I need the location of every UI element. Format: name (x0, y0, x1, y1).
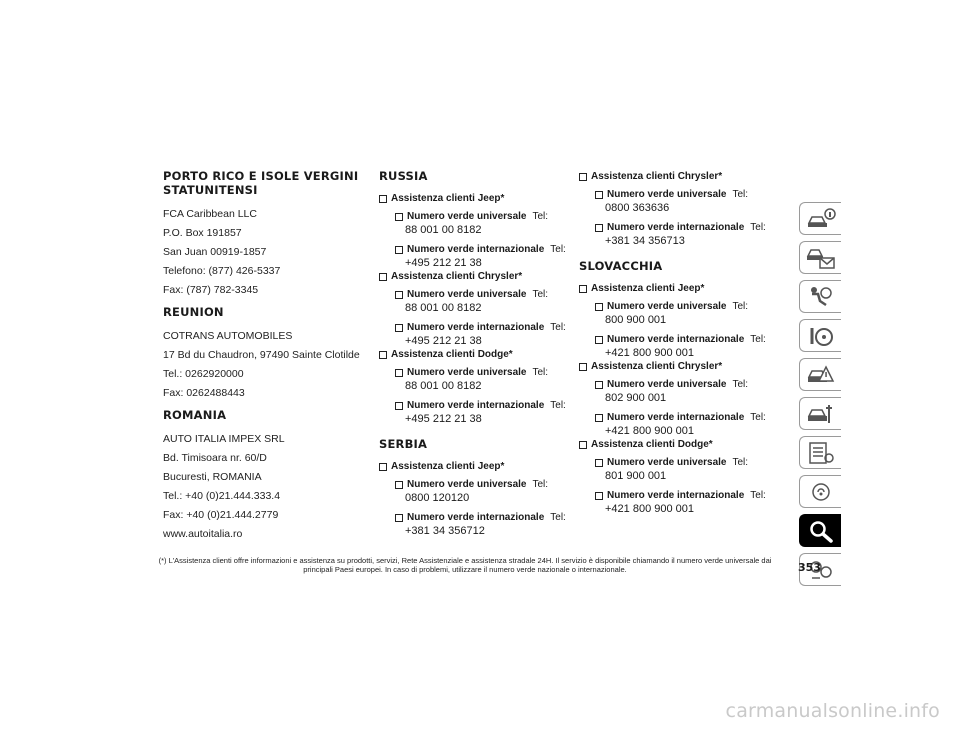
contact-item: Numero verde internazionale Tel: +495 212 21 38 (395, 399, 574, 426)
group-title: Assistenza clienti Chrysler* (579, 170, 779, 183)
checkbox-icon (595, 224, 603, 232)
media-connect-icon (806, 480, 836, 504)
checkbox-icon (379, 351, 387, 359)
phone-number: +421 800 900 001 (605, 425, 695, 437)
section-serbia-continued (579, 170, 779, 248)
phone-number: 88 001 00 8182 (405, 224, 482, 236)
phone-number: +381 34 356713 (605, 235, 685, 247)
contact-item: Numero verde universale Tel: 802 900 001 (595, 378, 779, 405)
watermark: carmanualsonline.info (725, 700, 940, 722)
phone-line: Telefono: (877) 426-5337 (163, 265, 281, 277)
column-middle (379, 170, 574, 538)
phone-number: +495 212 21 38 (405, 413, 482, 425)
tab-car-info[interactable] (799, 202, 841, 235)
phone-line: Tel.: 0262920000 (163, 368, 244, 380)
tab-car-crash[interactable] (799, 358, 841, 391)
footnote: (*) L'Assistenza clienti offre informazioni e assistenza su prodotti, servizi, Rete Assistenziale e assistenza stradale 24H. Il servizio è disponibile chiamando il numero verde universale dai principali Paesi europei. In caso di problemi, utilizzare il numero verde nazionale o internazionale. (158, 556, 772, 574)
fax-line: Fax: 0262488443 (163, 387, 245, 399)
contact-item: Numero verde universale Tel: 88 001 00 8182 (395, 366, 574, 393)
checkbox-icon (579, 363, 587, 371)
section-russia (379, 170, 574, 426)
section-title-line2: STATUNITENSI (163, 183, 258, 197)
contact-item: Numero verde internazionale Tel: +421 800 900 001 (595, 333, 779, 360)
checkbox-icon (395, 514, 403, 522)
checkbox-icon (395, 402, 403, 410)
checkbox-icon (395, 246, 403, 254)
contact-item: Numero verde internazionale Tel: +495 212 21 38 (395, 321, 574, 348)
address-line: Bucuresti, ROMANIA (163, 471, 262, 483)
group-title: Assistenza clienti Jeep* (379, 460, 574, 473)
address-line: COTRANS AUTOMOBILES (163, 330, 293, 342)
checkbox-icon (395, 324, 403, 332)
phone-number: +495 212 21 38 (405, 335, 482, 347)
section-title: ROMANIA (163, 408, 227, 422)
group-title: Assistenza clienti Dodge* (579, 438, 779, 451)
address-line: FCA Caribbean LLC (163, 208, 257, 220)
phone-number: +495 212 21 38 (405, 257, 482, 269)
address-block (163, 327, 363, 403)
section-romania (163, 409, 363, 544)
checkbox-icon (595, 303, 603, 311)
checkbox-icon (579, 285, 587, 293)
contact-item: Numero verde internazionale Tel: +421 800 900 001 (595, 411, 779, 438)
search-icon (806, 519, 836, 543)
checkbox-icon (395, 213, 403, 221)
phone-number: 88 001 00 8182 (405, 302, 482, 314)
group-title: Assistenza clienti Chrysler* (579, 360, 779, 373)
section-title: PORTO RICO E ISOLE VERGINI (163, 169, 359, 183)
checkbox-icon (595, 381, 603, 389)
checkbox-icon (379, 273, 387, 281)
tab-car-service[interactable] (799, 397, 841, 430)
steering-wheel-icon (806, 324, 836, 348)
fax-line: Fax: +40 (0)21.444.2779 (163, 509, 279, 521)
address-line: Bd. Timisoara nr. 60/D (163, 452, 267, 464)
phone-number: 0800 363636 (605, 202, 670, 214)
checkbox-icon (595, 191, 603, 199)
phone-number: +421 800 900 001 (605, 347, 695, 359)
column-left (163, 170, 363, 544)
contact-item: Numero verde universale Tel: 801 900 001 (595, 456, 779, 483)
contact-item: Numero verde universale Tel: 0800 120120 (395, 478, 574, 505)
tab-car-mail[interactable] (799, 241, 841, 274)
phone-number: 0800 120120 (405, 492, 470, 504)
checkbox-icon (395, 481, 403, 489)
address-block (163, 205, 363, 300)
address-line: AUTO ITALIA IMPEX SRL (163, 433, 285, 445)
checkbox-icon (395, 291, 403, 299)
page-number: 353 (798, 561, 821, 574)
website-line: www.autoitalia.ro (163, 528, 243, 540)
checkbox-icon (379, 195, 387, 203)
address-line: San Juan 00919-1857 (163, 246, 267, 258)
phone-number: +421 800 900 001 (605, 503, 695, 515)
section-reunion (163, 306, 363, 403)
checkbox-icon (595, 492, 603, 500)
fax-line: Fax: (787) 782-3345 (163, 284, 259, 296)
phone-number: 801 900 001 (605, 470, 667, 482)
phone-number: +381 34 356712 (405, 525, 485, 537)
car-info-icon (806, 207, 836, 231)
column-right (579, 170, 779, 516)
contact-item: Numero verde internazionale Tel: +421 800 900 001 (595, 489, 779, 516)
section-title: RUSSIA (379, 169, 428, 183)
section-title: REUNION (163, 305, 224, 319)
address-line: 17 Bd du Chaudron, 97490 Sainte Clotilde (163, 349, 360, 361)
checkbox-icon (395, 369, 403, 377)
checkbox-icon (379, 463, 387, 471)
tab-media[interactable] (799, 475, 841, 508)
tab-steering[interactable] (799, 319, 841, 352)
address-line: P.O. Box 191857 (163, 227, 242, 239)
group-title: Assistenza clienti Jeep* (579, 282, 779, 295)
contact-item: Numero verde universale Tel: 800 900 001 (595, 300, 779, 327)
car-crash-icon (806, 363, 836, 387)
chapter-tabs (799, 202, 841, 592)
tab-search[interactable] (799, 514, 841, 547)
contact-item: Numero verde universale Tel: 88 001 00 8182 (395, 288, 574, 315)
checkbox-icon (595, 414, 603, 422)
checkbox-icon (579, 441, 587, 449)
airbag-person-icon (806, 285, 836, 309)
contact-item: Numero verde internazionale Tel: +381 34 356712 (395, 511, 574, 538)
contact-item: Numero verde internazionale Tel: +495 212 21 38 (395, 243, 574, 270)
section-title: SLOVACCHIA (579, 259, 663, 273)
group-title: Assistenza clienti Dodge* (379, 348, 574, 361)
section-serbia (379, 438, 574, 538)
phone-number: 800 900 001 (605, 314, 667, 326)
checkbox-icon (595, 336, 603, 344)
checkbox-icon (595, 459, 603, 467)
tab-checklist[interactable] (799, 436, 841, 469)
contact-item: Numero verde universale Tel: 0800 363636 (595, 188, 779, 215)
car-mail-icon (806, 246, 836, 270)
contact-item: Numero verde universale Tel: 88 001 00 8182 (395, 210, 574, 237)
phone-number: 88 001 00 8182 (405, 380, 482, 392)
section-slovacchia (579, 260, 779, 516)
section-puerto-rico (163, 170, 363, 300)
car-tools-icon (806, 402, 836, 426)
group-title: Assistenza clienti Chrysler* (379, 270, 574, 283)
tab-airbag[interactable] (799, 280, 841, 313)
contact-item: Numero verde internazionale Tel: +381 34 356713 (595, 221, 779, 248)
section-title: SERBIA (379, 437, 428, 451)
checkbox-icon (579, 173, 587, 181)
address-block (163, 430, 363, 544)
phone-line: Tel.: +40 (0)21.444.333.4 (163, 490, 281, 502)
phone-number: 802 900 001 (605, 392, 667, 404)
checklist-icon (806, 441, 836, 465)
group-title: Assistenza clienti Jeep* (379, 192, 574, 205)
